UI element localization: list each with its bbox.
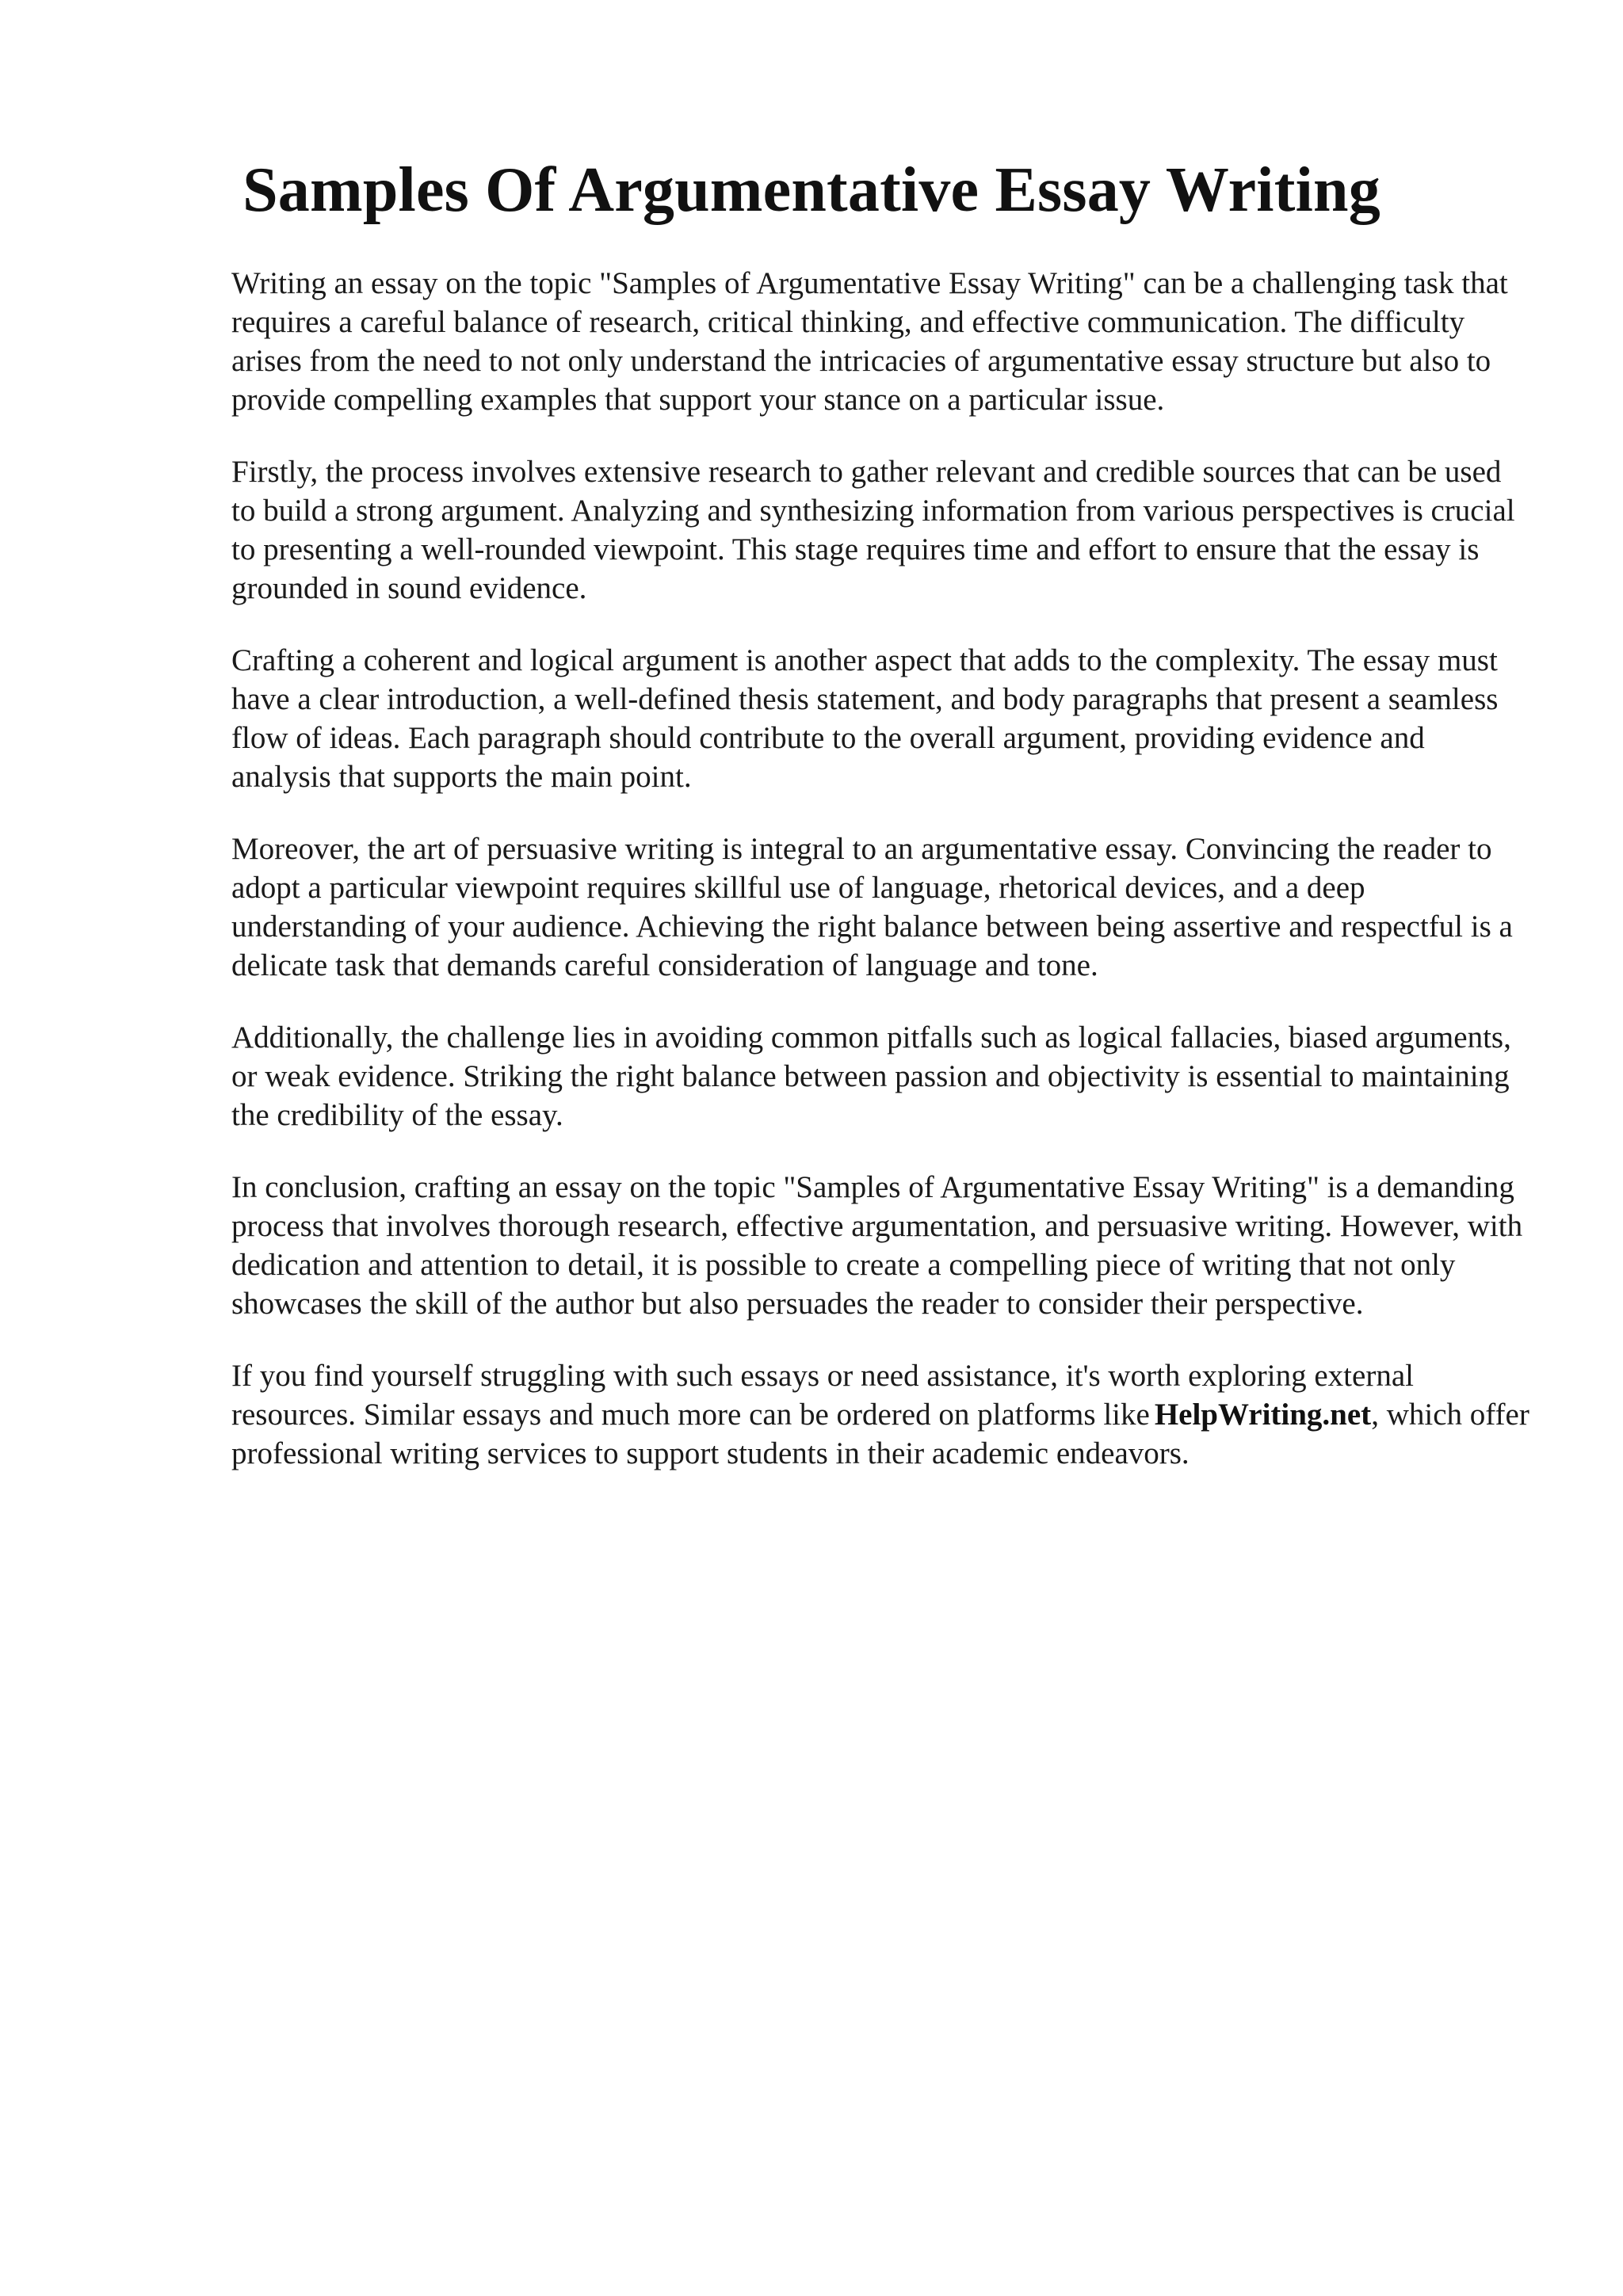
paragraph-pitfalls: Additionally, the challenge lies in avoiding common pitfalls such as logical fallacies, biased arguments, or weak evidence. Striking the right balance between passion and objectivity is essential to maintaining the credibility of the essay. [231,1020,1511,1132]
paragraph-persuasion: Moreover, the art of persuasive writing is integral to an argumentative essay. Convincing the reader to adopt a particular viewpoint requires skillful use of language, rhetorical devices, and a deep understanding of your audience. Achieving the right balance between being assertive and respectful is a delicate task that demands careful consideration of language and tone. [231,832,1513,982]
resources-text-before: If you find yourself struggling with such essays or need assistance, it's worth exploring external resources. Similar essays and much more can be ordered on platforms like [231,1359,1414,1432]
paragraph-intro: Writing an essay on the topic "Samples of Argumentative Essay Writing" can be a challenging task that requires a careful balance of research, critical thinking, and effective communication. The difficulty arises from the need to not only understand the intricacies of argumentative essay structure but also to provide compelling examples that support your stance on a particular issue. [231,266,1508,417]
helpwriting-link[interactable]: HelpWriting.net [1154,1398,1372,1432]
document-body [231,264,1531,1506]
document-title: Samples Of Argumentative Essay Writing [242,155,1381,225]
paragraph-argument: Crafting a coherent and logical argument is another aspect that adds to the complexity. The essay must have a clear introduction, a well-defined thesis statement, and body paragraphs that present a seamless flow of ideas. Each paragraph should contribute to the overall argument, providing evidence and analysis that supports the main point. [231,643,1499,794]
paragraph-conclusion: In conclusion, crafting an essay on the topic "Samples of Argumentative Essay Writing" is a demanding process that involves thorough research, effective argumentation, and persuasive writing. However, with dedication and attention to detail, it is possible to create a compelling piece of writing that not only showcases the skill of the author but also persuades the reader to consider their perspective. [231,1170,1523,1321]
paragraph-resources [231,1356,1531,1473]
resources-text-after: , which offer professional writing services to support students in their academic endeavors. [231,1398,1529,1470]
paragraph-research: Firstly, the process involves extensive research to gather relevant and credible sources that can be used to build a strong argument. Analyzing and synthesizing information from various perspectives is crucial to presenting a well-rounded viewpoint. This stage requires time and effort to ensure that the essay is grounded in sound evidence. [231,455,1515,605]
